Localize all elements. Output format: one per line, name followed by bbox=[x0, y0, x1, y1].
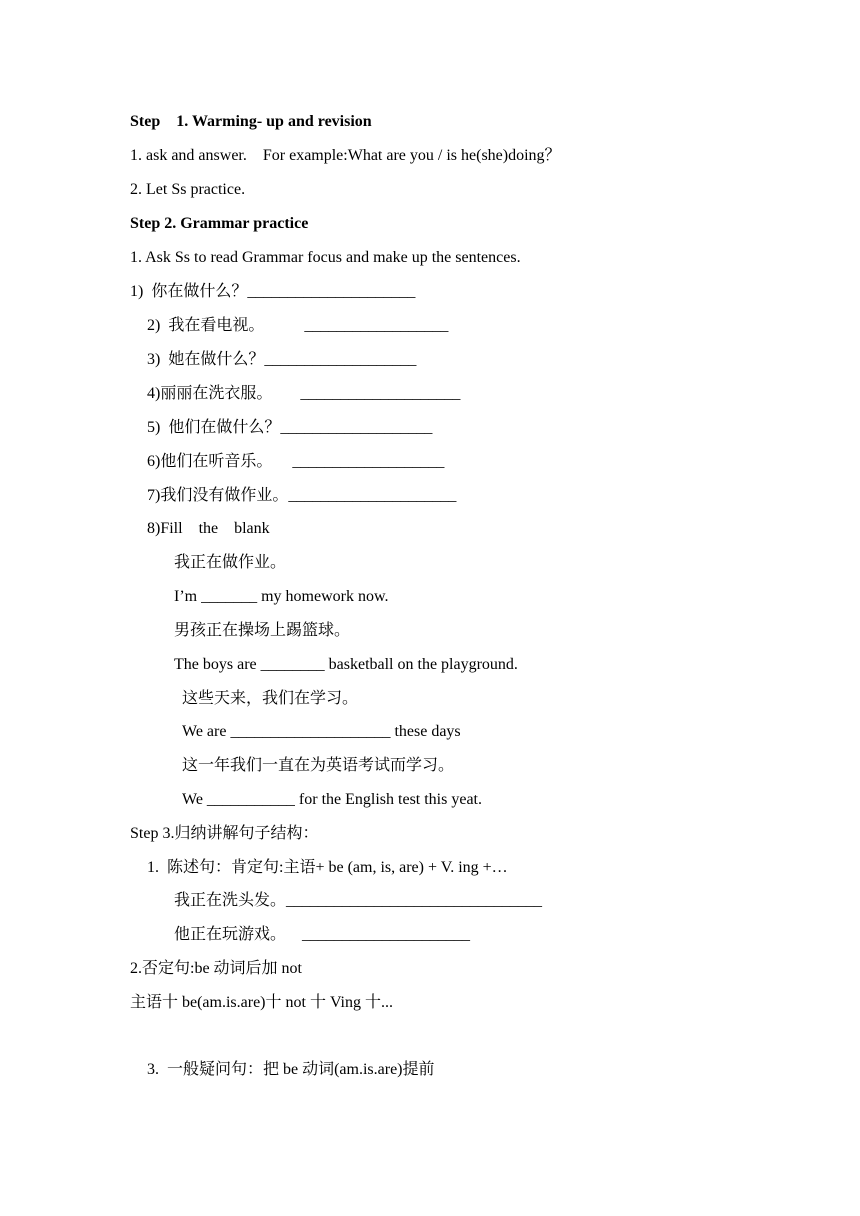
exercise-item: 2) 我在看电视。 __________________ bbox=[147, 317, 449, 334]
fill-blank-sentence: I’m _______ my homework now. bbox=[174, 588, 389, 605]
text-line: 3. 一般疑问句：把 be 动词(am.is.are)提前 bbox=[147, 1061, 435, 1078]
exercise-item: 7)我们没有做作业。_____________________ bbox=[147, 487, 457, 504]
text-line: 2.否定句:be 动词后加 not bbox=[130, 960, 302, 977]
text-line: 主语十 be(am.is.are)十 not 十 Ving 十... bbox=[130, 994, 393, 1011]
chinese-sentence: 男孩正在操场上踢篮球。 bbox=[174, 622, 351, 639]
chinese-sentence: 这一年我们一直在为英语考试而学习。 bbox=[182, 757, 455, 774]
chinese-sentence: 我正在做作业。 bbox=[174, 554, 287, 571]
exercise-item: 他正在玩游戏。 _____________________ bbox=[174, 926, 471, 943]
fill-blank-sentence: We are ____________________ these days bbox=[182, 723, 461, 740]
exercise-item: 4)丽丽在洗衣服。 ____________________ bbox=[147, 385, 461, 402]
exercise-item: 5) 他们在做什么？___________________ bbox=[147, 419, 433, 436]
fill-blank-sentence: The boys are ________ basketball on the playground. bbox=[174, 656, 518, 673]
text-line: 1. Ask Ss to read Grammar focus and make up the sentences. bbox=[130, 249, 521, 266]
text-line: 1. 陈述句：肯定句:主语+ be (am, is, are) + V. ing +… bbox=[147, 859, 508, 876]
exercise-item: 1) 你在做什么？_____________________ bbox=[130, 283, 416, 300]
text-line: 1. ask and answer. For example:What are you / is he(she)doing？ bbox=[130, 147, 561, 164]
exercise-item: 我正在洗头发。________________________________ bbox=[174, 892, 543, 909]
step2-heading: Step 2. Grammar practice bbox=[130, 215, 309, 232]
step1-heading: Step 1. Warming- up and revision bbox=[130, 113, 372, 130]
exercise-item: 8)Fill the blank bbox=[147, 520, 270, 537]
fill-blank-sentence: We ___________ for the English test this yeat. bbox=[182, 791, 482, 808]
step3-heading: Step 3.归纳讲解句子结构： bbox=[130, 825, 319, 842]
exercise-item: 6)他们在听音乐。 ___________________ bbox=[147, 453, 445, 470]
exercise-item: 3) 她在做什么？___________________ bbox=[147, 351, 417, 368]
text-line: 2. Let Ss practice. bbox=[130, 181, 246, 198]
chinese-sentence: 这些天来，我们在学习。 bbox=[182, 690, 359, 707]
